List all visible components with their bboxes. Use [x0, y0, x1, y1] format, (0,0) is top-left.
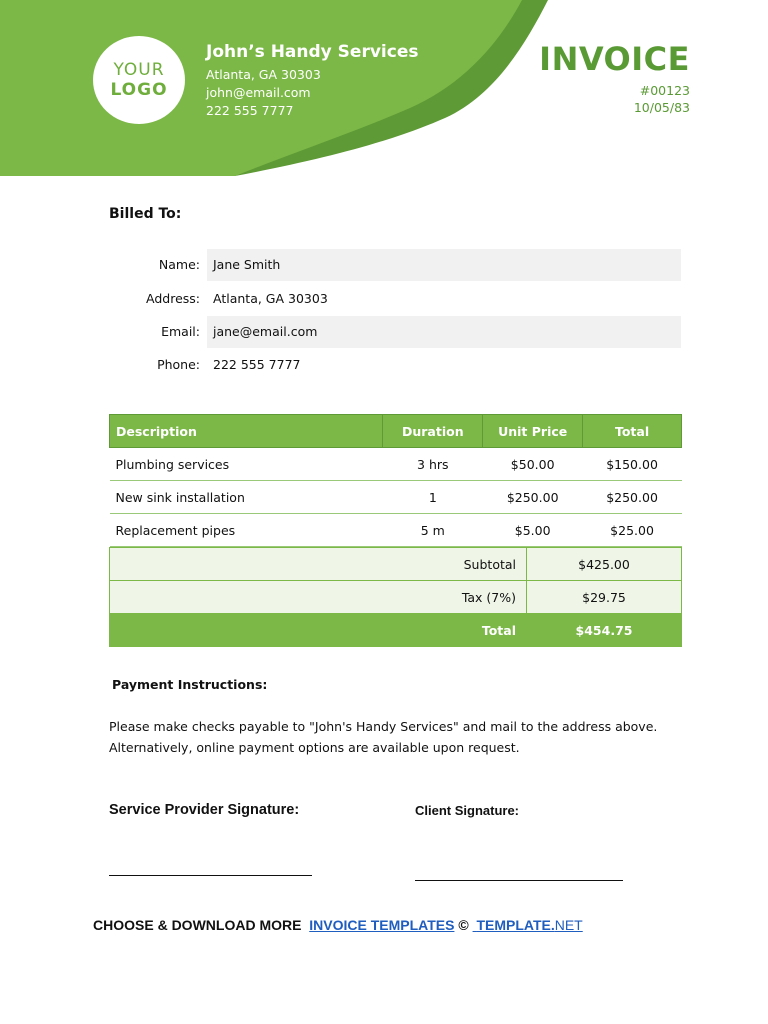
- copyright-symbol: ©: [458, 917, 469, 933]
- template-net-link[interactable]: [473, 917, 583, 933]
- header-description: Description: [110, 415, 383, 448]
- billed-to-heading: Billed To:: [109, 206, 182, 222]
- item-unit-price: $5.00: [483, 514, 583, 547]
- template-net-link-main: TEMPLATE.: [476, 917, 555, 933]
- payment-line-1: Please make checks payable to "John's Handy Services" and mail to the address above.: [109, 719, 658, 734]
- invoice-templates-link[interactable]: INVOICE TEMPLATES: [309, 917, 455, 933]
- company-logo: [93, 36, 185, 124]
- footer-promo: [93, 917, 583, 933]
- company-name: John’s Handy Services: [206, 42, 419, 62]
- provider-signature-label: Service Provider Signature:: [109, 802, 300, 818]
- company-phone: 222 555 7777: [206, 103, 294, 118]
- tax-row: [110, 581, 682, 614]
- billed-phone-label: Phone:: [157, 357, 200, 372]
- billed-address-row: [109, 283, 681, 315]
- payment-line-2: Alternatively, online payment options are available upon request.: [109, 740, 520, 755]
- item-total: $25.00: [583, 514, 682, 547]
- billed-address-label: Address:: [146, 291, 200, 306]
- item-unit-price: $50.00: [483, 448, 583, 481]
- grand-total-label: Total: [110, 614, 527, 647]
- line-items-table: [109, 414, 682, 547]
- billed-email-value: jane@email.com: [207, 316, 681, 348]
- item-description: Plumbing services: [110, 448, 383, 481]
- item-description: New sink installation: [110, 481, 383, 514]
- item-total: $250.00: [583, 481, 682, 514]
- item-total: $150.00: [583, 448, 682, 481]
- billed-email-label: Email:: [161, 324, 200, 339]
- invoice-meta: [634, 82, 690, 116]
- table-row: [110, 481, 682, 514]
- item-duration: 3 hrs: [383, 448, 483, 481]
- company-info: [206, 42, 418, 120]
- invoice-title: INVOICE: [539, 40, 690, 78]
- line-items-header-row: [110, 415, 682, 448]
- subtotal-label: Subtotal: [110, 548, 527, 581]
- company-email: john@email.com: [206, 85, 311, 100]
- item-duration: 5 m: [383, 514, 483, 547]
- billed-address-value: Atlanta, GA 30303: [213, 291, 328, 306]
- invoice-number: #00123: [639, 83, 690, 98]
- billed-phone-value: 222 555 7777: [213, 357, 301, 372]
- header-total: Total: [583, 415, 682, 448]
- subtotal-row: [110, 548, 682, 581]
- payment-instructions-heading: Payment Instructions:: [112, 677, 268, 692]
- company-city: Atlanta, GA 30303: [206, 67, 321, 82]
- billed-name-row: [109, 249, 681, 281]
- billed-phone-row: [109, 349, 681, 381]
- tax-value: $29.75: [527, 581, 682, 614]
- billed-name-label: Name:: [158, 257, 200, 272]
- header-unit-price: Unit Price: [483, 415, 583, 448]
- provider-signature-line[interactable]: [109, 875, 312, 876]
- header-duration: Duration: [383, 415, 483, 448]
- tax-label: Tax (7%): [110, 581, 527, 614]
- totals-table: [109, 547, 682, 647]
- item-description: Replacement pipes: [110, 514, 383, 547]
- subtotal-value: $425.00: [527, 548, 682, 581]
- grand-total-row: [110, 614, 682, 647]
- item-duration: 1: [383, 481, 483, 514]
- template-net-link-suffix: NET: [554, 917, 583, 933]
- payment-instructions-text: [109, 716, 689, 758]
- table-row: [110, 514, 682, 547]
- logo-line-2: LOGO: [110, 80, 168, 100]
- grand-total-value: $454.75: [527, 614, 682, 647]
- client-signature-label: Client Signature:: [415, 803, 520, 818]
- table-row: [110, 448, 682, 481]
- billed-name-value: Jane Smith: [207, 249, 681, 281]
- item-unit-price: $250.00: [483, 481, 583, 514]
- footer-prefix: CHOOSE & DOWNLOAD MORE: [93, 917, 302, 933]
- logo-line-1: YOUR: [113, 60, 165, 80]
- client-signature-line[interactable]: [415, 880, 623, 881]
- billed-email-row: [109, 316, 681, 348]
- invoice-date: 10/05/83: [633, 100, 690, 115]
